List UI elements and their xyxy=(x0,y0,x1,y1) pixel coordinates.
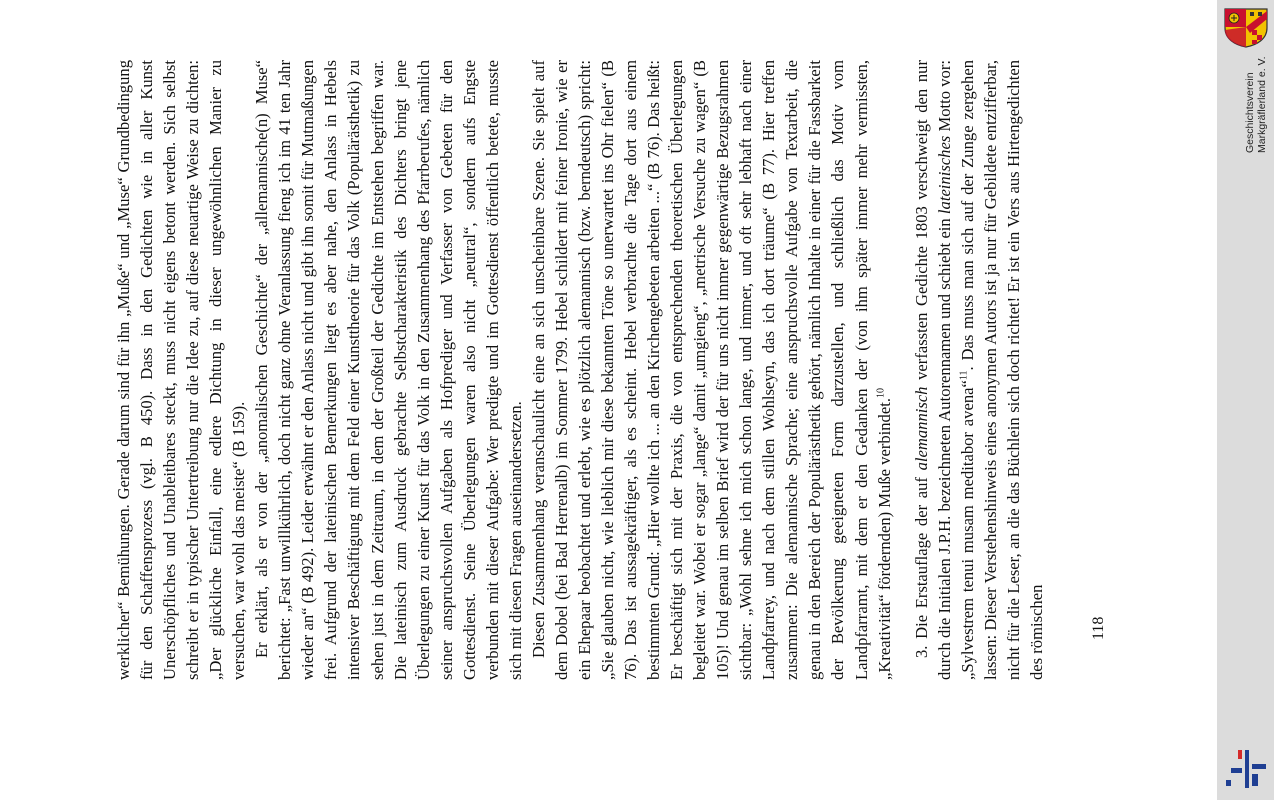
footnote-ref: 10 xyxy=(875,388,887,399)
paragraph xyxy=(527,60,896,680)
text-run: . Das muss man sich auf der Zunge zergehen lassen: Dieser Verstehenshinweis eines anonymen Autors ist ja nur für Gebildete entzifferbar, nicht für die Leser, an die das Büchlein sich doch richtet! Er ist ein Vers aus Hirtengedichten des römischen xyxy=(957,60,1046,680)
page-number xyxy=(1090,616,1120,660)
text-run: Motto vor: „Sylvestrem tenui musam meditabor avena“ xyxy=(934,60,977,680)
text-run: 3. Die Erstauflage der auf xyxy=(911,470,931,658)
organization-name: Geschichtsverein xyxy=(1244,72,1256,153)
section-3-paragraph xyxy=(910,60,1048,680)
page-number-text: 118 xyxy=(1090,616,1107,640)
italic-run: lateinisches xyxy=(934,135,954,215)
section-gap xyxy=(896,60,910,680)
organization-name: Markgräflerland e. V. xyxy=(1256,56,1268,153)
footnote-ref: 11 xyxy=(958,370,970,381)
paragraph: werklicher“ Bemühungen. Gerade darum sind für ihn „Muße“ und „Muse“ Grundbedingung für den Schaffensprozess (vgl. B 450). Dass in den Gedichten wie in aller Kunst Unerschöpfliches und Unableitbares steckt, muss nicht eigens betont werden. Sich selbst schreibt er in typischer Untertreibung nur die Idee zu, auf diese neuartige Weise zu dichten: „Der glückliche Einfall, eine edlere Dichtung in dieser ungewöhnlichen Manier zu versuchen, war wohl das meiste“ (B 159). xyxy=(114,60,249,680)
ub-freiburg-logo-icon[interactable] xyxy=(1224,748,1270,790)
text-run: verfassten Gedichte 1803 verschweigt den nur durch die Initialen J.P.H. bezeichneten Autorennamen und schiebt ein xyxy=(911,60,954,680)
italic-run: alemannisch xyxy=(911,386,931,471)
paragraph-text: Diesen Zusammenhang veranschaulicht eine an sich unscheinbare Szene. Sie spielt auf dem Dobel (bei Bad Herrenalb) im Sommer 1799. Hebel schildert mit feiner Ironie, wie er ein Ehepaar beobachtet und erlebt, wie es plötzlich alemannisch (bzw. berndeutsch) spricht: „Sie glauben nicht, wie lieblich mir diese bekannten Töne so unerwartet ins Ohr fielen“ (B 76). Das ist aussagekräftiger, als es scheint. Hebel verbrachte die Tage dort aus einem bestimmten Grund: „Hier wollte ich ... an den Kirchengebeten arbeiten ...“ (B 76). Das heißt: Er beschäftigt sich mit der Praxis, die von entsprechenden theoretischen Überlegungen begleitet war. Wobei er sogar „lange“ damit „umgieng“, „metrische Versuche zu wagen“ (B 105)! Und genau im selben Brief wird der für uns nicht immer gegenwärtige Bezugsrahmen sichtbar: „Wohl sehne ich mich schon lange, und immer, und oft sehr lebhaft nach einer Landpfarrey, und nach dem stillen Wohlseyn, das ich dort träume“ (B 77). Hier treffen zusammen: Die alemannische Sprache; eine anspruchsvolle Aufgabe von Textarbeit, die genau in den Bereich der Populärästhetik gehört, nämlich Inhalte in einer für die Fassbarkeit der Bevölkerung geeigneten Form darzustellen, und schließlich das Motiv vom Landpfarramt, mit dem er den Gedanken der (von ihm später immer mehr vermissten, „Kreativität“ fördernden) Muße verbindet. xyxy=(528,60,894,680)
body-text xyxy=(112,60,1112,680)
coat-of-arms-icon xyxy=(1222,6,1270,48)
paragraph: Er erklärt, als er von der „anomalischen Geschichte“ der „allemannische(n) Muse“ berichtet: „Fast unwillkührlich, doch nicht ganz ohne Veranlassung fieng ich im 41 ten Jahr wieder an“ (B 492). Leider erwähnt er den Anlass nicht und gibt ihn somit für Mutmaßungen frei. Aufgrund der lateinischen Bemerkungen liegt es aber nahe, den Anlass in Hebels intensiver Beschäftigung mit dem Feld einer Kunsttheorie für das Volk (Populärästhetik) zu sehen just in dem Zeitraum, in dem der Großteil der Gedichte im Entstehen begriffen war. Die lateinisch zum Ausdruck gebrachte Selbstcharakteristik des Dichters bringt jene Überlegungen zu einer Kunst für das Volk in den Zusammenhang des Pfarrberufes, nämlich seiner anspruchsvollen Aufgaben als Hofprediger und Verfasser von Gebeten für den Gottesdienst. Seine Überlegungen waren also nicht „neutral“, sondern aufs Engste verbunden mit dieser Aufgabe: Wer predigte und im Gottesdienst öffentlich betete, musste sich mit diesen Fragen auseinandersetzen. xyxy=(252,60,525,680)
